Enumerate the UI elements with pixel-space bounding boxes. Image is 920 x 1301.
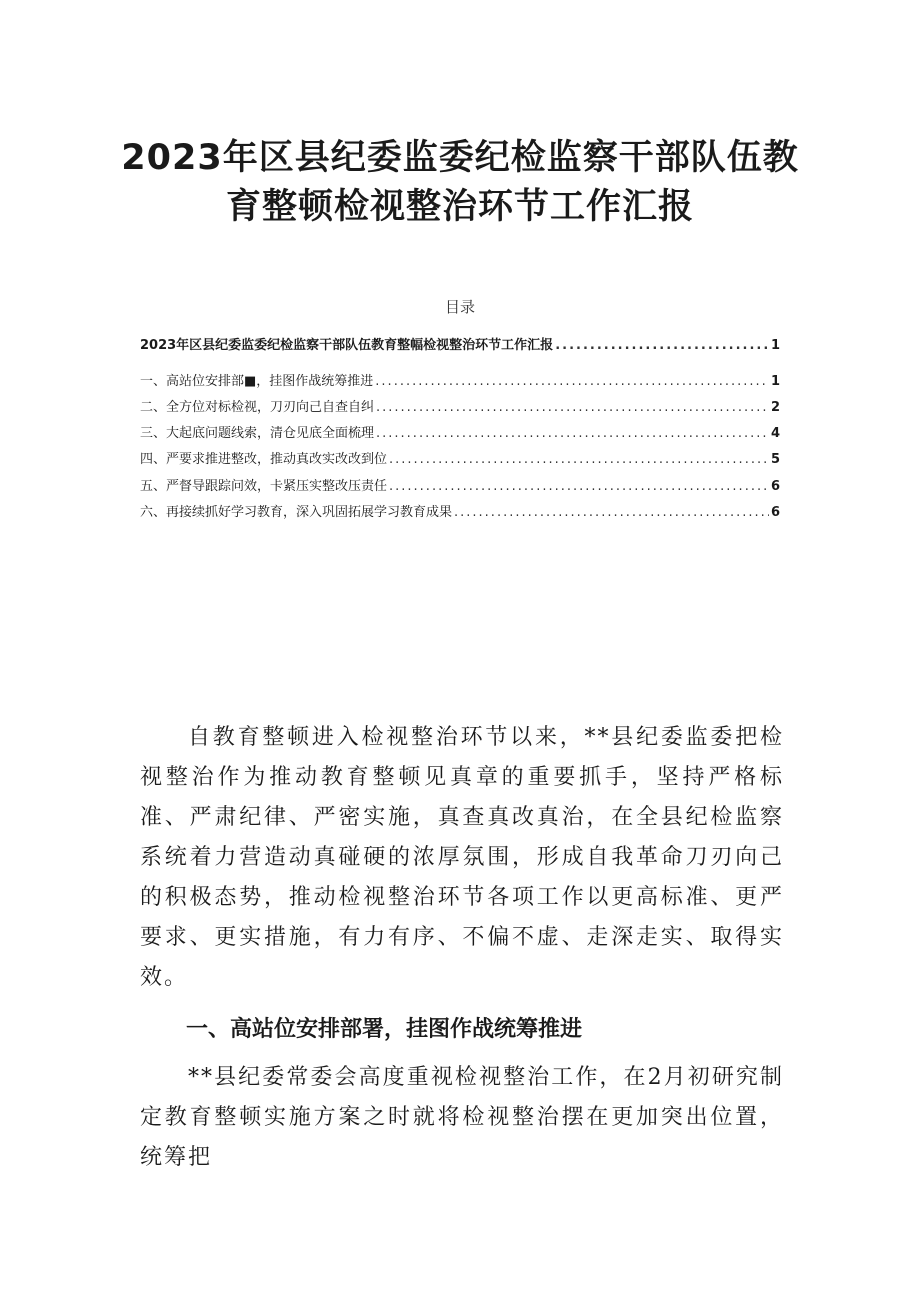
toc-entry-page: 1 <box>770 338 780 353</box>
toc-entry-page: 5 <box>770 452 780 467</box>
toc-entry-page: 1 <box>770 374 780 389</box>
toc-entry-text: 2023年区县纪委监委纪检监察干部队伍教育整幅检视整治环节工作汇报 <box>140 338 554 353</box>
document-title-line-1: 2023年区县纪委监委纪检监察干部队伍教 <box>121 138 799 178</box>
toc-entry-text: 二、全方位对标检视，刀刃向己自查自纠 <box>140 400 375 415</box>
toc-entry-page: 6 <box>770 505 780 520</box>
toc-leader-dots <box>389 450 769 470</box>
toc-entry-section-6[interactable] <box>140 503 780 523</box>
toc-entry-text: 四、严要求推进整改，推动真改实改改到位 <box>140 452 388 467</box>
document-title-line-2: 育整顿检视整治环节工作汇报 <box>225 187 694 227</box>
toc-entry-page: 6 <box>770 479 780 494</box>
toc-entry-text: 一、高站位安排部■，挂图作战统筹推进 <box>140 374 374 389</box>
toc-heading: 目录 <box>444 298 475 316</box>
section-1-heading: 一、高站位安排部署，挂图作战统筹推进 <box>186 1017 583 1042</box>
toc-entry-text: 五、严督导跟踪问效，卡紧压实整改压责任 <box>140 479 388 494</box>
toc-leader-dots <box>375 372 769 392</box>
toc-leader-dots <box>454 503 769 523</box>
intro-paragraph: 自教育整顿进入检视整治环节以来，**县纪委监委把检视整治作为推动教育整顿见真章的重要抓手，坚持严格标准、严肃纪律、严密实施，真查真改真治，在全县纪检监察系统着力营造动真碰硬的浓厚氛围，形成自我革命刀刃向己的积极态势，推动检视整治环节各项工作以更高标准、更严要求、更实措施，有力有序、不偏不虚、走深走实、取得实效。 <box>140 725 784 990</box>
toc-entry-section-2[interactable] <box>140 398 780 418</box>
toc-entry-section-3[interactable] <box>140 424 780 444</box>
toc-entry-title[interactable] <box>140 336 780 356</box>
toc-entry-section-1[interactable] <box>140 372 780 392</box>
section-1-paragraph: **县纪委常委会高度重视检视整治工作，在2月初研究制定教育整顿实施方案之时就将检视整治摆在更加突出位置，统筹把 <box>140 1065 784 1170</box>
toc-leader-dots <box>376 398 769 418</box>
toc-entry-section-5[interactable] <box>140 477 780 497</box>
toc-leader-dots <box>376 424 769 444</box>
toc-entry-section-4[interactable] <box>140 450 780 470</box>
toc-leader-dots <box>389 477 769 497</box>
toc-entry-text: 三、大起底问题线索，清仓见底全面梳理 <box>140 426 375 441</box>
toc-entry-page: 4 <box>770 426 780 441</box>
toc-entry-text: 六、再接续抓好学习教育，深入巩固拓展学习教育成果 <box>140 505 453 520</box>
toc-entry-page: 2 <box>770 400 780 415</box>
toc-leader-dots <box>555 336 769 356</box>
